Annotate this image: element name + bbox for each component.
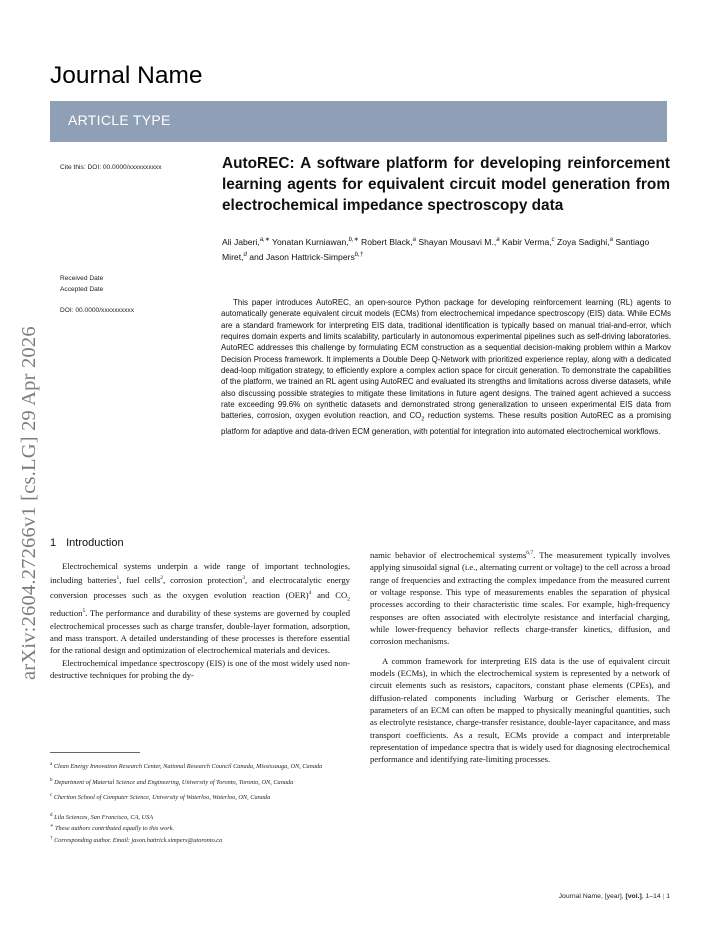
footnote: $^b$ Department of Material Science and Engineering, University of Toronto, Toronto, ON, Canada <box>50 777 294 786</box>
arxiv-stamp: arXiv:2604.27266v1 [cs.LG] 29 Apr 2026 <box>18 326 40 680</box>
page-footer: Journal Name, [year], [vol.], 1–14 | 1 <box>558 893 670 900</box>
doi: DOI: 00.0000/xxxxxxxxxx <box>60 307 135 314</box>
paragraph: Electrochemical impedance spectroscopy (EIS) is one of the most widely used non-destructive techniques for probing the dy- <box>50 657 350 681</box>
footnote: † Corresponding author. Email: jason.hattrick.simpers@utoronto.ca <box>50 835 223 845</box>
cite-this: Cite this: DOI: 00.0000/xxxxxxxxxx <box>60 164 162 171</box>
section-title: Introduction <box>66 537 124 549</box>
right-column <box>370 547 670 766</box>
footnotes <box>50 760 350 846</box>
paper-title: AutoREC: A software platform for developing reinforcement learning agents for equivalent circuit model generation from electrochemical impedance spectroscopy data <box>222 155 670 214</box>
accepted-date: Accepted Date <box>60 286 104 293</box>
left-column <box>50 560 350 681</box>
author: and Jason Hattrick-Simpers$^{b,\dagger}$ <box>249 252 364 263</box>
page-number: 1 <box>666 893 670 900</box>
article-type: ARTICLE TYPE <box>68 112 171 128</box>
author: Santiago Miret,$^d$ <box>222 236 650 263</box>
footnote: ∗ These authors contributed equally to this work. <box>50 824 175 833</box>
section-number: 1 <box>50 537 57 549</box>
abstract: This paper introduces AutoREC, an open-source Python package for developing reinforcement learning (RL) agents to automatically generate equivalent circuit models (ECMs) from electrochemical impedance spectroscopy (EIS) data. While ECMs are a standard framework for interpreting EIS data, traditional identification is typically based on manual trial-and-error, which requires domain experts and limits scalability, particularly in autonomous experimental pipelines such as self-driving laboratories. AutoREC addresses this challenge by formulating ECM construction as a sequential decision-making problem within a Markov Decision Process framework. It implements a Double Deep Q-Network with prioritized experience replay, along with a dedicated dead-loop mitigation strategy, to efficiently explore a complex action space for circuit generation. To demonstrate the capabilities of the platform, we trained an RL agent using AutoREC and evaluated its strengths and limitations across diverse datasets, while also discussing possible strategies to mitigate these limitations in future agent designs. The trained agent achieved a success rate exceeding 99.6% on synthetic datasets and demonstrated strong generalization to unseen experimental EIS data from batteries, corrosion, oxygen evolution reaction, and $CO_2$ reduction systems. These results position AutoREC as a promising platform for adaptive and data-driven ECM generation, with potential for integration into automated electrochemical workflows. <box>221 298 671 437</box>
author: Yonatan Kurniawan,$^{b,∗}$ <box>272 236 359 247</box>
author-list <box>222 234 672 265</box>
footnote: $^d$ Lila Sciences, San Francisco, CA, USA <box>50 812 154 821</box>
section-heading <box>50 537 124 549</box>
footnote: $^c$ Cheriton School of Computer Science, University of Waterloo, Waterloo, ON, Canada <box>50 793 271 802</box>
author: Kabir Verma,$^c$ <box>501 236 555 247</box>
journal-name: Journal Name <box>50 62 203 89</box>
received-date: Received Date <box>60 275 104 282</box>
footnote: $^a$ Clean Energy Innovation Research Center, National Research Council Canada, Mississauga, ON, Canada <box>50 762 323 771</box>
footnote-rule <box>50 752 140 753</box>
paragraph: Electrochemical systems underpin a wide range of important technologies, including batteries$^1$, fuel cells$^2$, corrosion protection$^3$, and electrocatalytic energy conversion processes such as the oxygen evolution reaction (OER)$^4$ and $CO_2$ reduction$^5$. The performance and durability of these systems are governed by coupled electrochemical processes such as charge transfer, double-layer formation, adsorption, and mass transport. A detailed understanding of these processes is therefore essential for the rational design and optimization of electrochemical materials and devices. <box>50 561 350 656</box>
author: Shayan Mousavi M.,$^a$ <box>418 236 500 247</box>
paragraph: namic behavior of electrochemical systems$^{6,7}$. The measurement typically involves applying sinusoidal signal (i.e., alternating current or voltage) to the cell across a broad range of frequencies and extracting the complex impedance from the measured current or voltage response. This type of measurements enables the separation of physical processes according to their characteristic time scales. For example, high-frequency responses are often associated with electrolyte resistance and interfacial charging, while lower-frequency behavior reflects charge-transfer kinetics, diffusion, and corrosion mechanisms. <box>370 549 670 647</box>
paragraph: A common framework for interpreting EIS data is the use of equivalent circuit models (ECMs), in which the electrochemical system is represented by a network of circuit elements such as resistors, capacitors, constant phase elements (CPEs), and diffusion-related components including Warburg or Gerischer elements. The parameters of an ECM can often be mapped to physically meaningful quantities, such as electrolyte resistance, charge-transfer resistance, double-layer capacitance, and mass transport coefficients. As a result, ECMs provide a compact and interpretable representation of impedance spectra that is widely used for diagnosing electrochemical performance and identifying rate-limiting processes. <box>370 655 670 765</box>
author: Zoya Sadighi,$^a$ <box>557 236 613 247</box>
author: Ali Jaberi,$^{a,∗}$ <box>222 236 270 247</box>
author: Robert Black,$^a$ <box>361 236 416 247</box>
article-type-bar <box>50 101 667 142</box>
